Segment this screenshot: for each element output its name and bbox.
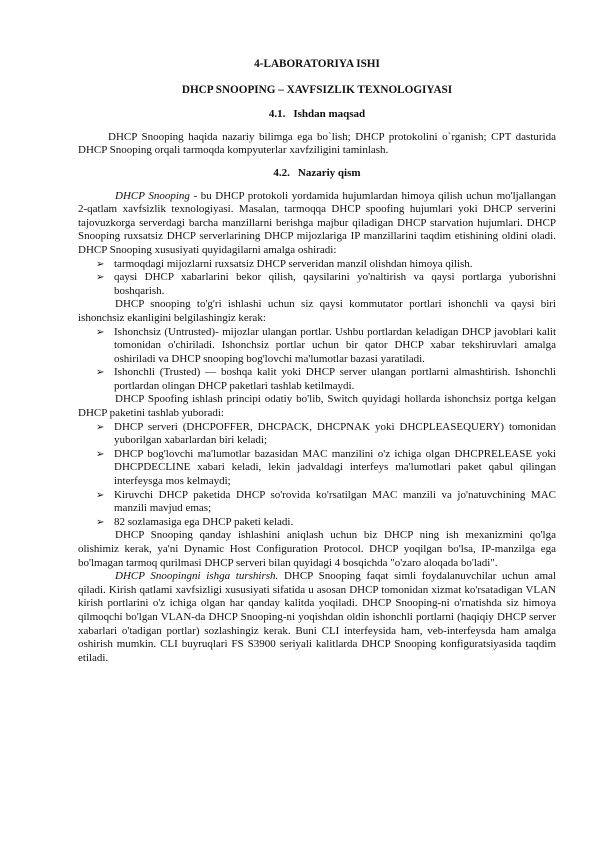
intro-paragraph <box>78 190 556 258</box>
lab-title: 4-LABORATORIYA ISHI <box>254 58 380 70</box>
features-list <box>78 258 556 299</box>
list-item: ➢ 82 sozlamasiga ega DHCP paketi keladi. <box>96 515 294 528</box>
arrowhead-bullet-icon: ➢ <box>96 326 105 338</box>
term-dhcp-snooping: DHCP Snooping <box>115 189 190 202</box>
enable-paragraph-text: DHCP Snooping faqat simli foydalanuvchilar uchun amal qiladi. Kirish qatlami xavfsizligi xususiyati sifatida u asosan DHCP tomonidan xizmat ko'rsatadigan VLAN kirish portlarini o'z ichiga olgan har qanday kalitda yoqiladi. DHCP Snooping-ni o'rnatishda siz himoya qilmoqchi bo'lgan VLAN-da DHCP Snooping-ni yoqishdan oldin ishonchli portlarni (haqiqiy DHCP server xabarlari o'tadigan portlar) sozlashingiz kerak. Buni CLI interfeysida ham, veb-interfeysda ham amalga oshirish mumkin. CLI buyruqlari FS S3900 seriyali kalitlarda DHCP Snooping konfiguratsiyasida taqdim etiladi. <box>78 570 556 664</box>
topic-title: DHCP SNOOPING – XAVFSIZLIK TEXNOLOGIYASI <box>181 83 453 96</box>
goal-paragraph: DHCP Snooping haqida nazariy bilimga ega bo`lish; DHCP protokolini o`rganish; CPT dasturida DHCP Snooping orqali tarmoqda kompyuterlar xavfziligini taminlash. <box>78 130 556 157</box>
arrowhead-bullet-icon: ➢ <box>96 516 105 528</box>
enable-paragraph <box>78 570 556 665</box>
spoofing-paragraph: DHCP Spoofing ishlash principi odatiy bo'lib, Switch quyidagi hollarda ishonchsiz portga kelgan DHCP paketini tashlab yuboradi: <box>78 393 556 420</box>
arrowhead-bullet-icon: ➢ <box>96 448 105 460</box>
section-number: 4.1. <box>268 108 286 121</box>
section-heading-goal <box>78 108 556 122</box>
list-item: ➢ qaysi DHCP xabarlarini bekor qilish, qaysilarini yo'naltirish va qaysi portlarga yuborishni boshqarish. <box>96 271 556 297</box>
intro-paragraph-text: - bu DHCP protokoli yordamida hujumlardan himoya qilish uchun mo'ljallangan 2-qatlam xavfsizlik texnologiyasi. Masalan, tarmoqqa DHCP spoofing hujumlari yoki DHCP serverini tajovuzkorga serverdagi barcha manzillarni berishga majbur qiladigan DHCP starvation hujumlari. DHCP Snooping ruxsatsiz DHCP serverlarining DHCP mijozlariga IP manzillarini taqdim etishining oldini oladi. DHCP Snooping xususiyati quyidagilarni amalga oshiradi: <box>78 189 556 256</box>
list-item: ➢ DHCP serveri (DHCPOFFER, DHCPACK, DHCPNAK yoki DHCPLEASEQUERY) tomonidan yuborilgan xabarlardan biri keladi; <box>96 420 556 447</box>
section-title: Ishdan maqsad <box>293 108 366 121</box>
arrowhead-bullet-icon: ➢ <box>96 421 105 433</box>
list-item: ➢ Ishonchsiz (Untrusted)- mijozlar ulangan portlar. Ushbu portlardan keladigan DHCP javoblari kalit tomonidan o'chiriladi. Ishonchsiz portlar uchun bir qator DHCP xabar tekshiruvlari amalga oshiriladi va DHCP snooping bog'lovchi ma'lumotlar bazasi yaratiladi. <box>96 325 556 365</box>
section-number: 4.2. <box>273 166 290 179</box>
list-item: ➢ tarmoqdagi mijozlarni ruxsatsiz DHCP serveridan manzil olishdan himoya qilish. <box>96 257 473 270</box>
mechanism-paragraph: DHCP Snooping qanday ishlashini aniqlash uchun biz DHCP ning ish mexanizmini qo'lga olishimiz kerak, ya'ni Dynamic Host Configuration Protocol. DHCP yoqilgan bo'lsa, IP-manzilga ega bo'lmagan tarmoq qurilmasi DHCP serveri bilan quyidagi 4 bosqichda "o'zaro aloqada bo'ladi". <box>78 529 556 569</box>
arrowhead-bullet-icon: ➢ <box>96 367 105 379</box>
enable-heading: DHCP Snoopingni ishga turshirsh. <box>115 570 279 583</box>
list-item: ➢ Ishonchli (Trusted) — boshqa kalit yoki DHCP server ulangan portlarni almashtirish. Ishonchli portlardan olingan DHCP paketlari tashlab ketilmaydi. <box>96 366 556 392</box>
arrowhead-bullet-icon: ➢ <box>96 258 105 270</box>
port-types-list <box>78 326 556 394</box>
section-title: Nazariy qism <box>297 166 361 179</box>
list-item: ➢ Kiruvchi DHCP paketida DHCP so'rovida ko'rsatilgan MAC manzili va jo'natuvchining MAC manzili mavjud emas; <box>96 488 556 515</box>
ports-paragraph: DHCP snooping to'g'ri ishlashi uchun siz qaysi kommutator portlari ishonchli va qaysi biri ishonchsiz ekanligini belgilashingiz kerak: <box>78 298 556 324</box>
arrowhead-bullet-icon: ➢ <box>96 272 105 284</box>
drop-conditions-list <box>78 421 556 530</box>
arrowhead-bullet-icon: ➢ <box>96 489 105 501</box>
section-heading-theory <box>78 167 556 181</box>
list-item: ➢ DHCP bog'lovchi ma'lumotlar bazasidan MAC manzilini o'z ichiga olgan DHCPRELEASE yoki DHCPDECLINE xabari keladi, lekin jadvaldagi interfeys ma'lumotlari paket qabul qilingan interfeysga mos kelmaydi; <box>96 447 556 488</box>
